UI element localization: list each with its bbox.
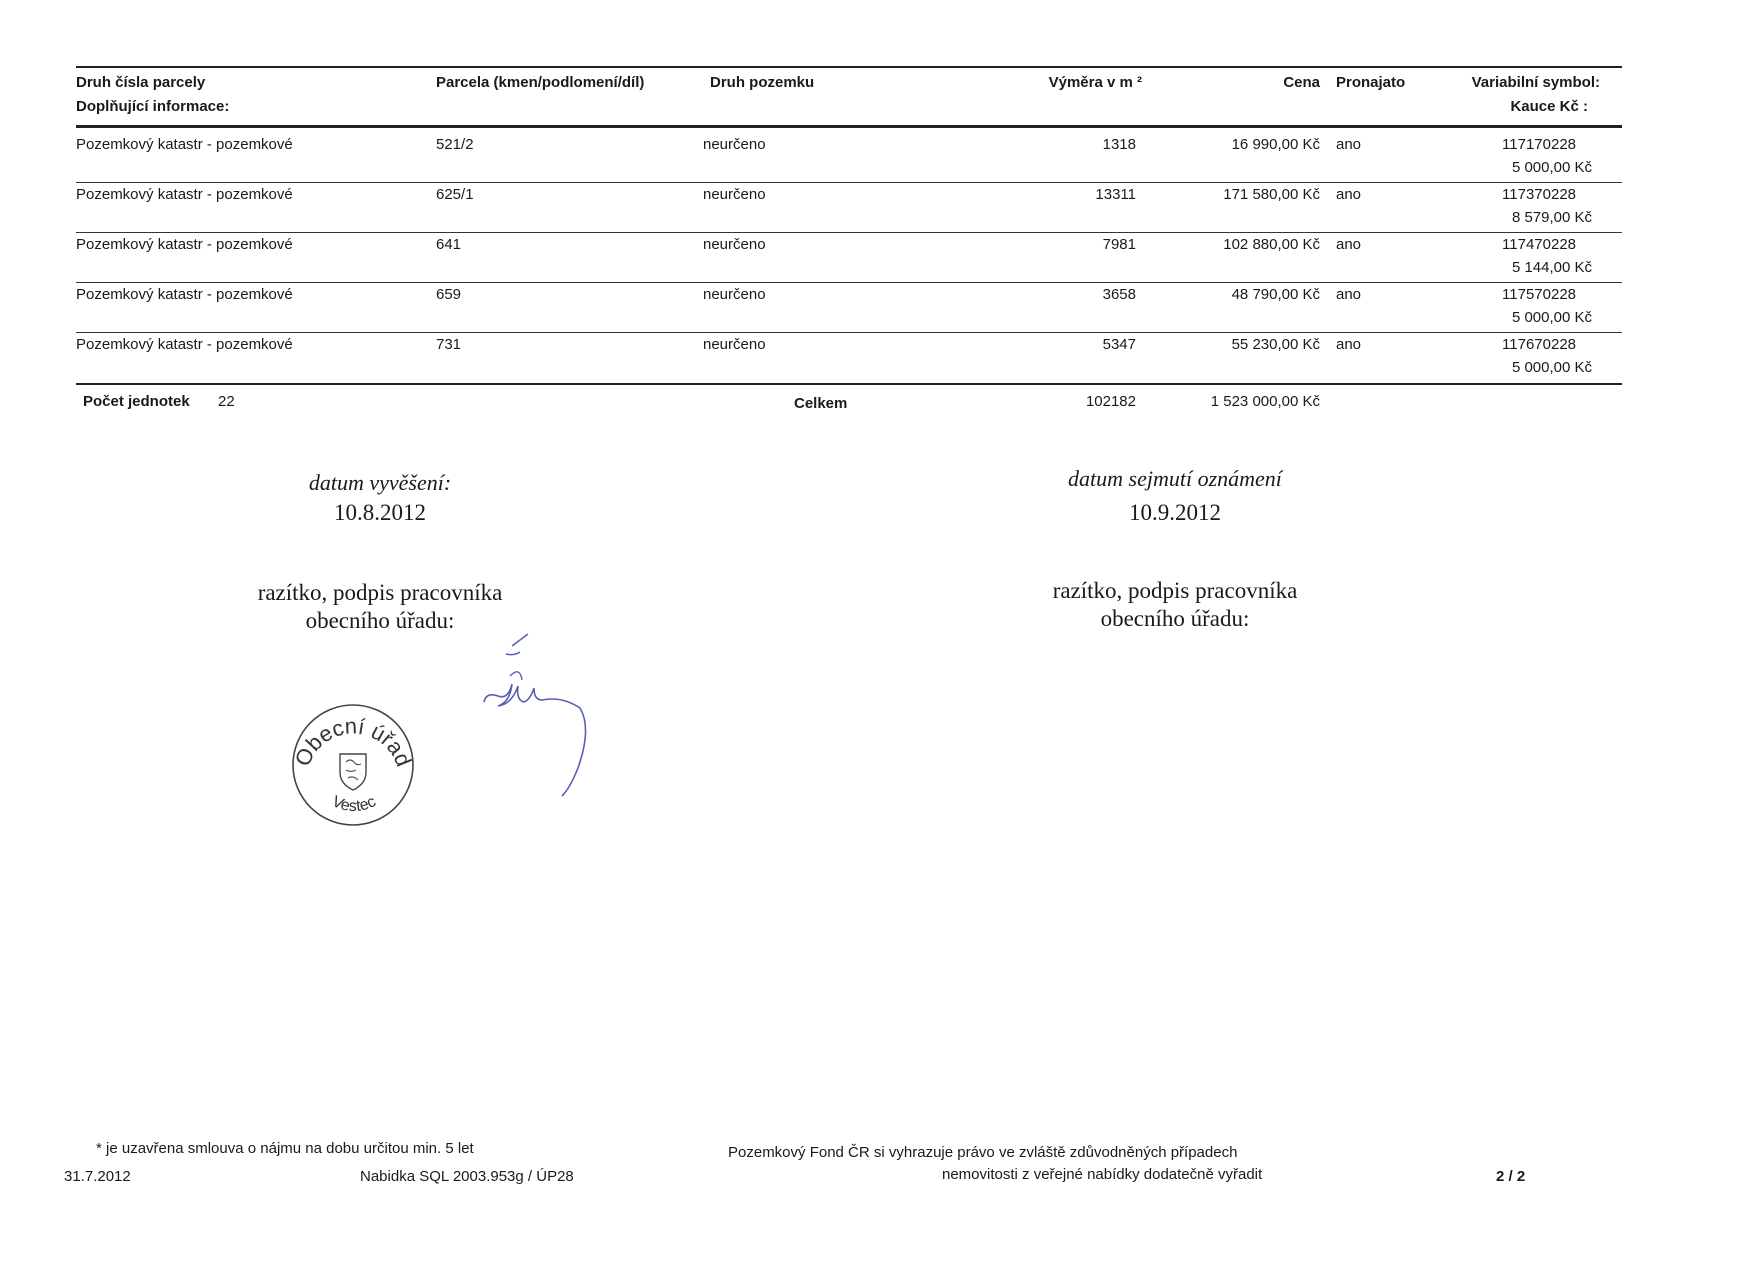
- cell-druh-pozemku: neurčeno: [703, 186, 766, 203]
- cell-pronajato: ano: [1336, 236, 1362, 253]
- cell-vymera: 3658: [1102, 286, 1136, 303]
- right-sign-line2: obecního úřadu:: [1100, 606, 1250, 631]
- cell-kauce: 8 579,00 Kč: [1511, 209, 1592, 226]
- cell-kauce: 5 000,00 Kč: [1511, 159, 1592, 176]
- right-date-value: 10.9.2012: [1129, 500, 1221, 525]
- right-date-label: datum sejmutí oznámení: [1068, 466, 1282, 491]
- cell-parcela: 659: [436, 286, 462, 303]
- footer-disclaimer-line2: nemovitosti z veřejné nabídky dodatečně vyřadit: [942, 1166, 1263, 1183]
- left-date-value: 10.8.2012: [334, 500, 426, 525]
- header-doplnujici: Doplňující informace:: [76, 98, 230, 115]
- header-kauce: Kauce Kč :: [1510, 98, 1588, 115]
- row-divider: [76, 282, 1622, 283]
- cell-parcela: 521/2: [436, 136, 474, 153]
- cell-vs: 117670228: [1502, 336, 1576, 353]
- cell-parcela: 625/1: [436, 186, 474, 203]
- celkem-vymera: 102182: [1085, 393, 1136, 410]
- cell-vymera: 13311: [1095, 186, 1136, 203]
- table-top-rule: [76, 66, 1622, 68]
- footer-code: Nabidka SQL 2003.953g / ÚP28: [360, 1168, 574, 1185]
- celkem-cena: 1 523 000,00 Kč: [1210, 393, 1320, 410]
- row-divider: [76, 232, 1622, 233]
- left-sign-line1: razítko, podpis pracovníka: [257, 580, 503, 605]
- cell-pronajato: ano: [1336, 336, 1362, 353]
- cell-druh: Pozemkový katastr - pozemkové: [76, 336, 293, 353]
- cell-kauce: 5 000,00 Kč: [1511, 309, 1592, 326]
- footer-note: * je uzavřena smlouva o nájmu na dobu určitou min. 5 let: [96, 1140, 474, 1157]
- left-date-label: datum vyvěšení:: [308, 470, 452, 495]
- handwritten-signature: [470, 630, 620, 800]
- cell-druh: Pozemkový katastr - pozemkové: [76, 236, 293, 253]
- table-header-rule: [76, 125, 1622, 128]
- page-number: 2 / 2: [1496, 1168, 1526, 1185]
- cell-vs: 117570228: [1502, 286, 1576, 303]
- cell-druh: Pozemkový katastr - pozemkové: [76, 286, 293, 303]
- header-vymera: Výměra v m ²: [1048, 74, 1142, 91]
- right-sign-line1: razítko, podpis pracovníka: [1052, 578, 1298, 603]
- pocet-jednotek-label: Počet jednotek: [83, 393, 190, 410]
- header-druh-pozemku: Druh pozemku: [710, 74, 815, 91]
- header-parcela: Parcela (kmen/podlomení/díl): [436, 74, 645, 91]
- header-pronajato: Pronajato: [1336, 74, 1406, 91]
- cell-cena: 171 580,00 Kč: [1223, 186, 1320, 203]
- cell-pronajato: ano: [1336, 186, 1362, 203]
- cell-parcela: 641: [436, 236, 462, 253]
- pocet-jednotek-value: 22: [218, 393, 235, 410]
- cell-vs: 117370228: [1502, 186, 1576, 203]
- cell-cena: 16 990,00 Kč: [1231, 136, 1320, 153]
- header-druh-cisla: Druh čísla parcely: [76, 74, 206, 91]
- cell-druh: Pozemkový katastr - pozemkové: [76, 136, 293, 153]
- cell-druh: Pozemkový katastr - pozemkové: [76, 186, 293, 203]
- cell-vymera: 5347: [1102, 336, 1136, 353]
- cell-cena: 48 790,00 Kč: [1231, 286, 1320, 303]
- table-bottom-rule: [76, 383, 1622, 385]
- cell-vymera: 7981: [1102, 236, 1136, 253]
- cell-druh-pozemku: neurčeno: [703, 286, 766, 303]
- cell-cena: 102 880,00 Kč: [1223, 236, 1320, 253]
- cell-kauce: 5 000,00 Kč: [1511, 359, 1592, 376]
- header-cena: Cena: [1283, 74, 1320, 91]
- stamp-bottom-text: Vestec: [329, 793, 379, 816]
- cell-vs: 117170228: [1502, 136, 1576, 153]
- footer-disclaimer-line1: Pozemkový Fond ČR si vyhrazuje právo ve zvláště zdůvodněných případech: [728, 1144, 1238, 1161]
- footer-date: 31.7.2012: [64, 1168, 131, 1185]
- header-variabilni: Variabilní symbol:: [1471, 74, 1600, 91]
- left-sign-line2: obecního úřadu:: [305, 608, 455, 633]
- row-divider: [76, 332, 1622, 333]
- cell-cena: 55 230,00 Kč: [1231, 336, 1320, 353]
- cell-pronajato: ano: [1336, 136, 1362, 153]
- row-divider: [76, 182, 1622, 183]
- cell-kauce: 5 144,00 Kč: [1511, 259, 1592, 276]
- cell-vs: 117470228: [1502, 236, 1576, 253]
- cell-druh-pozemku: neurčeno: [703, 336, 766, 353]
- coat-of-arms-icon: [340, 754, 366, 790]
- cell-druh-pozemku: neurčeno: [703, 136, 766, 153]
- official-stamp: [288, 700, 418, 830]
- celkem-label: Celkem: [794, 395, 848, 412]
- stamp-top-text: Obecní úřad: [289, 713, 417, 770]
- cell-druh-pozemku: neurčeno: [703, 236, 766, 253]
- cell-pronajato: ano: [1336, 286, 1362, 303]
- cell-vymera: 1318: [1102, 136, 1136, 153]
- cell-parcela: 731: [436, 336, 462, 353]
